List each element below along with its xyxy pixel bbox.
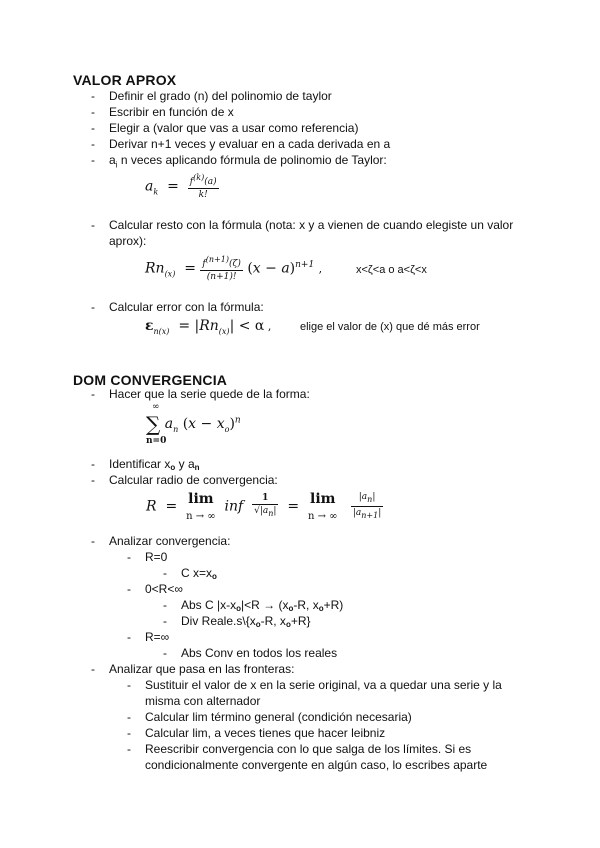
formula-error: $\varepsilon_{n(x)} = |Rn_{(x)}| < \alpha$ , [145, 318, 272, 336]
list-item: Escribir en función de x [109, 105, 234, 119]
list-item: Analizar convergencia: [109, 534, 231, 548]
bullet: - [91, 121, 95, 135]
x-symbol: x [164, 457, 171, 471]
bullet: - [127, 742, 131, 756]
list-item: Calcular error con la fórmula: [109, 300, 264, 314]
list-item: Derivar n+1 veces y evaluar en a cada derivada en a [109, 137, 391, 151]
list-item: 0<R<∞ [145, 582, 183, 596]
bullet: - [127, 678, 131, 692]
formula-remainder: $Rn_{(x)}$ = $\frac{f^{(n+1)}(\zeta)}{(n+1)!}$ $(x - a)^{n+1}$ , [145, 255, 323, 282]
bullet: - [163, 566, 167, 580]
list-item: Definir el grado (n) del polinomio de taylor [109, 89, 332, 103]
list-item: Calcular lim, a veces tienes que hacer leibniz [145, 726, 386, 740]
bullet: - [127, 710, 131, 724]
list-item-text: -R, x [293, 598, 319, 612]
error-note: elige el valor de (x) que dé más error [300, 321, 480, 333]
bullet: - [163, 646, 167, 660]
list-item [109, 153, 387, 172]
bullet: - [127, 550, 131, 564]
list-item-text: +R) [323, 598, 344, 612]
remainder-condition: x<ζ<a o a<ζ<x [356, 264, 427, 276]
list-item-continuation: misma con alternador [145, 694, 261, 708]
bullet: - [91, 534, 95, 548]
list-item: Abs C $|x-x_o|<R \to (x_o-R$, $x_o+R$) [181, 598, 344, 613]
bullet: - [127, 582, 131, 596]
bullet: - [91, 387, 95, 401]
list-item: Abs Conv en todos los reales [181, 646, 338, 660]
bullet: - [91, 300, 95, 314]
list-item: Hacer que la serie quede de la forma: [109, 387, 310, 401]
list-item-text: |<R → (x [241, 598, 289, 612]
list-item: Calcular lim término general (condición necesaria) [145, 710, 412, 724]
list-item: Calcular resto con la fórmula (nota: x y a vienen de cuando elegiste un valor [109, 218, 514, 232]
list-item-text: n veces aplicando fórmula de polinomio de Taylor: [120, 153, 387, 167]
bullet: - [91, 137, 95, 151]
list-item: Calcular radio de convergencia: [109, 473, 278, 487]
bullet: - [91, 89, 95, 103]
formula-taylor-coefficient: $a_k$ = $\frac{f^{(k)}(a)}{k!}$ [145, 173, 217, 200]
list-item-continuation: condicionalmente convergente en algún caso, lo escribes aparte [145, 758, 488, 772]
list-item-text: +R} [290, 614, 311, 628]
bullet: - [163, 614, 167, 628]
section-title-dom: DOM CONVERGENCIA [73, 372, 228, 388]
bullet: - [91, 153, 95, 167]
formula-radius: R = lim n → ∞ inf $\frac{1}{√|a_n|}$ = lim n → ∞ $\frac{|a_n|}{|a_{n+1}|}$ [146, 491, 382, 522]
list-item: R=∞ [145, 630, 170, 644]
bullet: - [91, 662, 95, 676]
ai-symbol: a [109, 153, 116, 167]
bullet: - [91, 457, 95, 471]
bullet: - [91, 218, 95, 232]
list-item-text: Identificar [109, 457, 162, 471]
list-item: Reescribir convergencia con lo que salga de los límites. Si es [145, 742, 472, 756]
list-item-text: Abs C |x-x [181, 598, 237, 612]
bullet: - [91, 473, 95, 487]
and-a-text: y a [178, 457, 195, 471]
list-item: Sustituir el valor de x en la serie original, va a quedar una serie y la [145, 678, 502, 692]
bullet: - [127, 630, 131, 644]
list-item: Identificar $x_o$ y $a_n$ [109, 457, 200, 472]
list-item-text: Div Reale.s\{x [181, 614, 256, 628]
formula-power-series: ∞ ∑ $a_n$ $(x - x_o)^n$ n=0 [146, 402, 241, 446]
list-item: Analizar que pasa en las fronteras: [109, 662, 295, 676]
list-item: Div $Reale.s\backslash\{x_o-R$, $x_o+R$} [181, 614, 311, 629]
section-title-valor: VALOR APROX [73, 72, 177, 88]
list-item: R=0 [145, 550, 168, 564]
list-item-continuation: aprox): [109, 234, 147, 248]
list-item-text: -R, x [260, 614, 286, 628]
list-item: Elegir a (valor que vas a usar como referencia) [109, 121, 359, 135]
list-item-text: C x=x [181, 566, 213, 580]
ai-subscript: i [115, 160, 118, 170]
bullet: - [91, 105, 95, 119]
list-item: C $x=x_o$ [181, 566, 217, 581]
bullet: - [127, 726, 131, 740]
bullet: - [163, 598, 167, 612]
